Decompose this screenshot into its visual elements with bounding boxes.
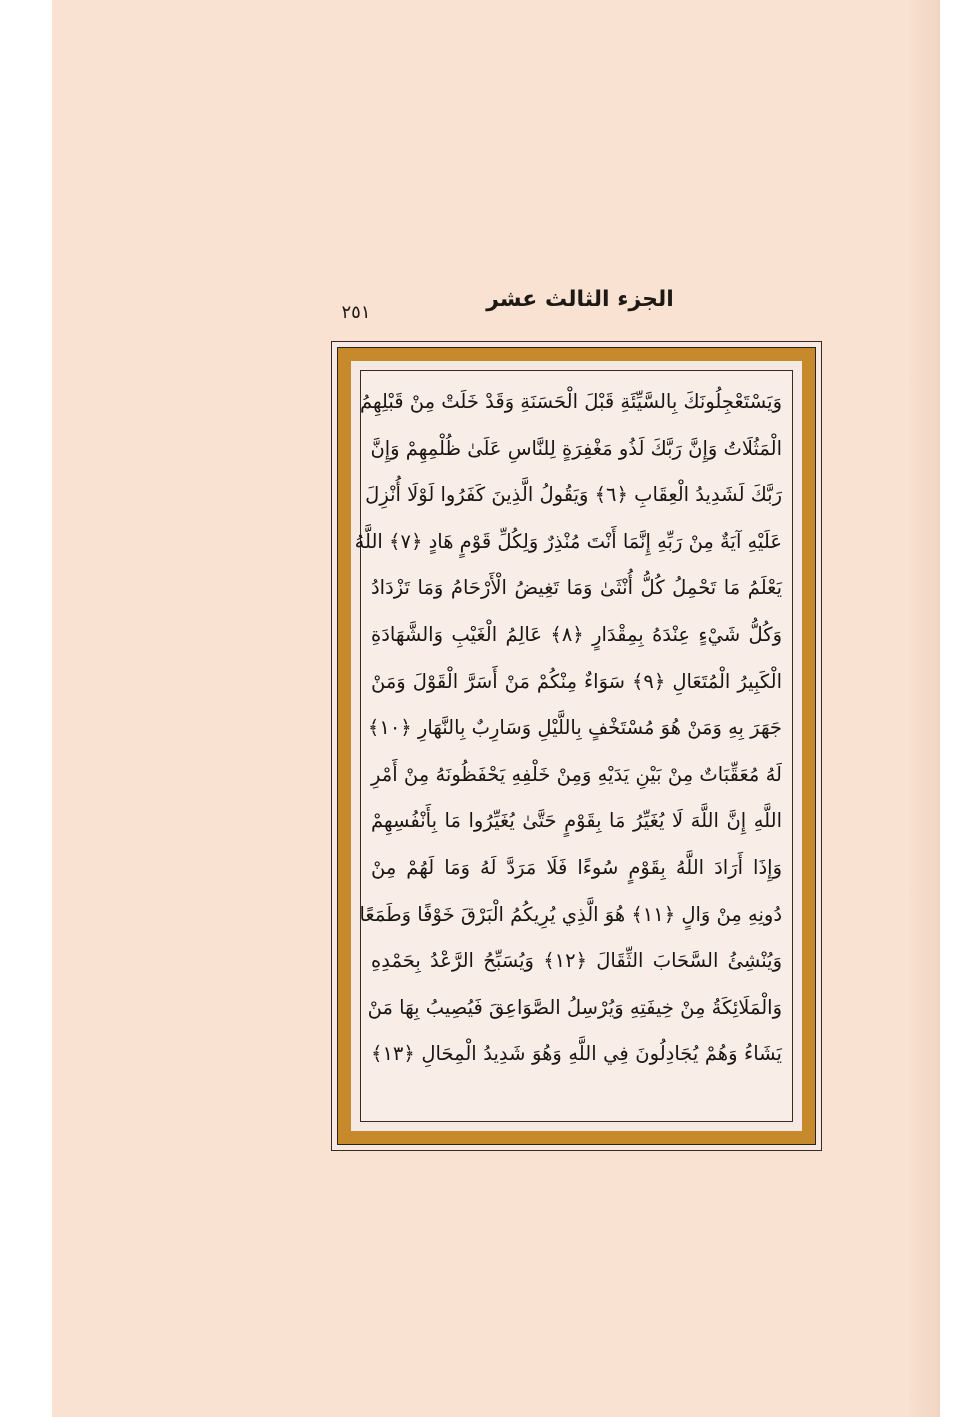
verse-line: وَيَسْتَعْجِلُونَكَ بِالسَّيِّئَةِ قَبْلَ الْحَسَنَةِ وَقَدْ خَلَتْ مِنْ قَبْلِهِمُ bbox=[359, 390, 782, 413]
verse-block bbox=[354, 379, 783, 1113]
juz-title: الجزء الثالث عشر bbox=[486, 287, 674, 312]
verse-line: وَإِذَا أَرَادَ اللَّهُ بِقَوْمٍ سُوءًا فَلَا مَرَدَّ لَهُ وَمَا لَهُمْ مِنْ bbox=[371, 855, 782, 879]
verse-line: جَهَرَ بِهِ وَمَنْ هُوَ مُسْتَخْفٍ بِاللَّيْلِ وَسَارِبٌ بِالنَّهَارِ ﴿١٠﴾ bbox=[367, 716, 782, 740]
text-frame bbox=[331, 341, 822, 1151]
verse-line: وَكُلُّ شَيْءٍ عِنْدَهُ بِمِقْدَارٍ ﴿٨﴾ عَالِمُ الْغَيْبِ وَالشَّهَادَةِ bbox=[371, 622, 782, 646]
page-edge bbox=[910, 0, 940, 1417]
page-number: ٢٥١ bbox=[341, 302, 371, 323]
verse-line: الْمَثُلَاتُ وَإِنَّ رَبَّكَ لَذُو مَغْفِرَةٍ لِلنَّاسِ عَلَىٰ ظُلْمِهِمْ وَإِنَّ bbox=[370, 436, 782, 460]
verse-line: لَهُ مُعَقِّبَاتٌ مِنْ بَيْنِ يَدَيْهِ وَمِنْ خَلْفِهِ يَحْفَظُونَهُ مِنْ أَمْرِ bbox=[371, 762, 782, 786]
verse-line: وَالْمَلَائِكَةُ مِنْ خِيفَتِهِ وَيُرْسِلُ الصَّوَاعِقَ فَيُصِيبُ بِهَا مَنْ bbox=[367, 995, 782, 1019]
text-panel bbox=[354, 370, 793, 1122]
verse-line: يَشَاءُ وَهُمْ يُجَادِلُونَ فِي اللَّهِ وَهُوَ شَدِيدُ الْمِحَالِ ﴿١٣﴾ bbox=[371, 1042, 782, 1066]
verse-line: وَيُنْشِئُ السَّحَابَ الثِّقَالَ ﴿١٢﴾ وَيُسَبِّحُ الرَّعْدُ بِحَمْدِهِ bbox=[371, 949, 782, 973]
verse-line: دُونِهِ مِنْ وَالٍ ﴿١١﴾ هُوَ الَّذِي يُرِيكُمُ الْبَرْقَ خَوْفًا وَطَمَعًا bbox=[359, 902, 782, 926]
verse-line: يَعْلَمُ مَا تَحْمِلُ كُلُّ أُنْثَىٰ وَمَا تَغِيضُ الْأَرْحَامُ وَمَا تَزْدَادُ bbox=[371, 576, 782, 600]
verse-line: رَبَّكَ لَشَدِيدُ الْعِقَابِ ﴿٦﴾ وَيَقُولُ الَّذِينَ كَفَرُوا لَوْلَا أُنْزِلَ bbox=[365, 483, 782, 507]
verse-line: الْكَبِيرُ الْمُتَعَالِ ﴿٩﴾ سَوَاءٌ مِنْكُمْ مَنْ أَسَرَّ الْقَوْلَ وَمَنْ bbox=[371, 669, 783, 693]
verse-line: عَلَيْهِ آيَةٌ مِنْ رَبِّهِ إِنَّمَا أَنْتَ مُنْذِرٌ وَلِكُلِّ قَوْمٍ هَادٍ ﴿٧﴾ اللَّهُ bbox=[354, 529, 782, 553]
verse-line: اللَّهِ إِنَّ اللَّهَ لَا يُغَيِّرُ مَا بِقَوْمٍ حَتَّىٰ يُغَيِّرُوا مَا بِأَنْفُسِهِمْ bbox=[371, 809, 782, 833]
